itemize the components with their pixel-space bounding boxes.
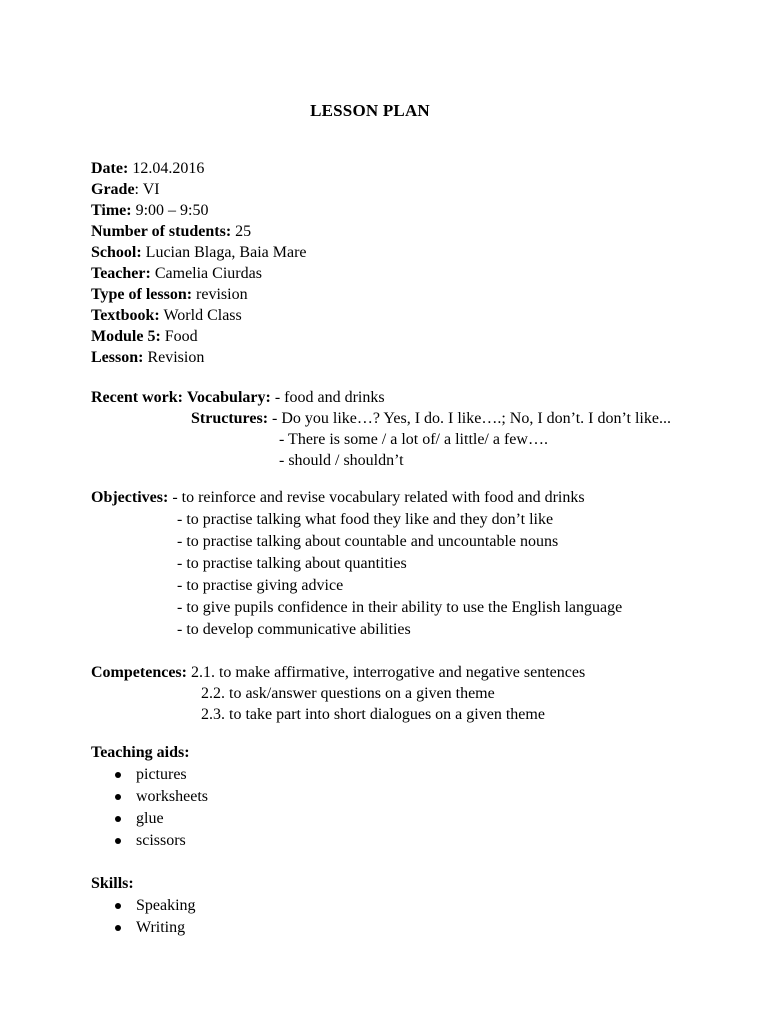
competence-item: 2.1. to make affirmative, interrogative and negative sentences — [186, 664, 586, 681]
list-item — [91, 764, 208, 786]
module-value: Food — [160, 328, 198, 345]
structure-item: - There is some / a lot of/ a little/ a few…. — [279, 431, 548, 448]
list-item-text: scissors — [136, 832, 186, 849]
vocabulary-value: - food and drinks — [270, 389, 385, 406]
grade-row — [91, 179, 307, 200]
teacher-row — [91, 263, 307, 284]
bullet-icon — [115, 772, 121, 778]
objective-item: - to practise talking what food they like and they don’t like — [177, 511, 554, 528]
skills-heading: Skills: — [91, 875, 134, 892]
objective-row — [91, 553, 751, 575]
recent-work-section — [91, 387, 751, 471]
school-label: School: — [91, 244, 142, 261]
page-title: LESSON PLAN — [310, 101, 430, 120]
module-row — [91, 326, 307, 347]
lesson-info — [91, 158, 307, 368]
grade-label: Grade — [91, 181, 135, 198]
objective-row — [91, 487, 751, 509]
objective-item: - to develop communicative abilities — [177, 621, 411, 638]
objectives-label: Objectives: — [91, 489, 169, 506]
list-item-text: worksheets — [136, 788, 208, 805]
list-item-text: glue — [136, 810, 164, 827]
structure-item: - Do you like…? Yes, I do. I like….; No, I don’t. I don’t like... — [268, 410, 671, 427]
objective-row — [91, 575, 751, 597]
school-value: Lucian Blaga, Baia Mare — [141, 244, 307, 261]
teacher-value: Camelia Ciurdas — [150, 265, 262, 282]
objective-item: - to practise talking about quantities — [177, 555, 407, 572]
list-item-text: pictures — [136, 766, 187, 783]
objective-row — [91, 531, 751, 553]
list-item-text: Speaking — [136, 897, 196, 914]
competences-label: Competences: — [91, 664, 187, 681]
objectives-section — [91, 487, 751, 641]
vocabulary-label: Vocabulary: — [186, 389, 271, 406]
list-item — [91, 917, 196, 939]
teaching-aids-heading: Teaching aids: — [91, 744, 190, 761]
date-value: 12.04.2016 — [128, 160, 205, 177]
bullet-icon — [115, 838, 121, 844]
time-label: Time: — [91, 202, 132, 219]
students-value: 25 — [231, 223, 252, 240]
recent-work-vocabulary-row — [91, 387, 751, 408]
module-label: Module 5: — [91, 328, 161, 345]
structures-label: Structures: — [191, 410, 269, 427]
list-item — [91, 786, 208, 808]
skills-list — [91, 895, 196, 939]
competence-row — [91, 662, 751, 683]
objective-row — [91, 619, 751, 641]
date-label: Date: — [91, 160, 129, 177]
bullet-icon — [115, 794, 121, 800]
bullet-icon — [115, 925, 121, 931]
teacher-label: Teacher: — [91, 265, 151, 282]
list-item — [91, 830, 208, 852]
textbook-value: World Class — [159, 307, 242, 324]
school-row — [91, 242, 307, 263]
recent-work-label: Recent work: — [91, 389, 183, 406]
objective-row — [91, 509, 751, 531]
objective-item: - to practise giving advice — [177, 577, 344, 594]
competences-section — [91, 662, 751, 725]
structures-row — [91, 408, 751, 429]
lesson-type-label: Type of lesson: — [91, 286, 193, 303]
structure-row — [91, 429, 751, 450]
date-row — [91, 158, 307, 179]
lesson-label: Lesson: — [91, 349, 144, 366]
time-value: 9:00 – 9:50 — [131, 202, 209, 219]
list-item — [91, 808, 208, 830]
bullet-icon — [115, 903, 121, 909]
textbook-label: Textbook: — [91, 307, 160, 324]
competence-item: 2.2. to ask/answer questions on a given theme — [201, 685, 495, 702]
objective-item: - to practise talking about countable and uncountable nouns — [177, 533, 559, 550]
structure-row — [91, 450, 751, 471]
students-row — [91, 221, 307, 242]
teaching-aids-section — [91, 742, 208, 852]
lesson-row — [91, 347, 307, 368]
objective-row — [91, 597, 751, 619]
time-row — [91, 200, 307, 221]
competence-row — [91, 704, 751, 725]
lesson-type-value: revision — [192, 286, 248, 303]
skills-section — [91, 873, 196, 939]
list-item-text: Writing — [136, 919, 186, 936]
grade-value: : VI — [134, 181, 160, 198]
structure-item: - should / shouldn’t — [279, 452, 404, 469]
lesson-type-row — [91, 284, 307, 305]
objective-item: - to reinforce and revise vocabulary related with food and drinks — [168, 489, 585, 506]
textbook-row — [91, 305, 307, 326]
bullet-icon — [115, 816, 121, 822]
objective-item: - to give pupils confidence in their ability to use the English language — [177, 599, 623, 616]
list-item — [91, 895, 196, 917]
competence-item: 2.3. to take part into short dialogues on a given theme — [201, 706, 545, 723]
teaching-aids-list — [91, 764, 208, 852]
students-label: Number of students: — [91, 223, 232, 240]
lesson-value: Revision — [143, 349, 205, 366]
competence-row — [91, 683, 751, 704]
